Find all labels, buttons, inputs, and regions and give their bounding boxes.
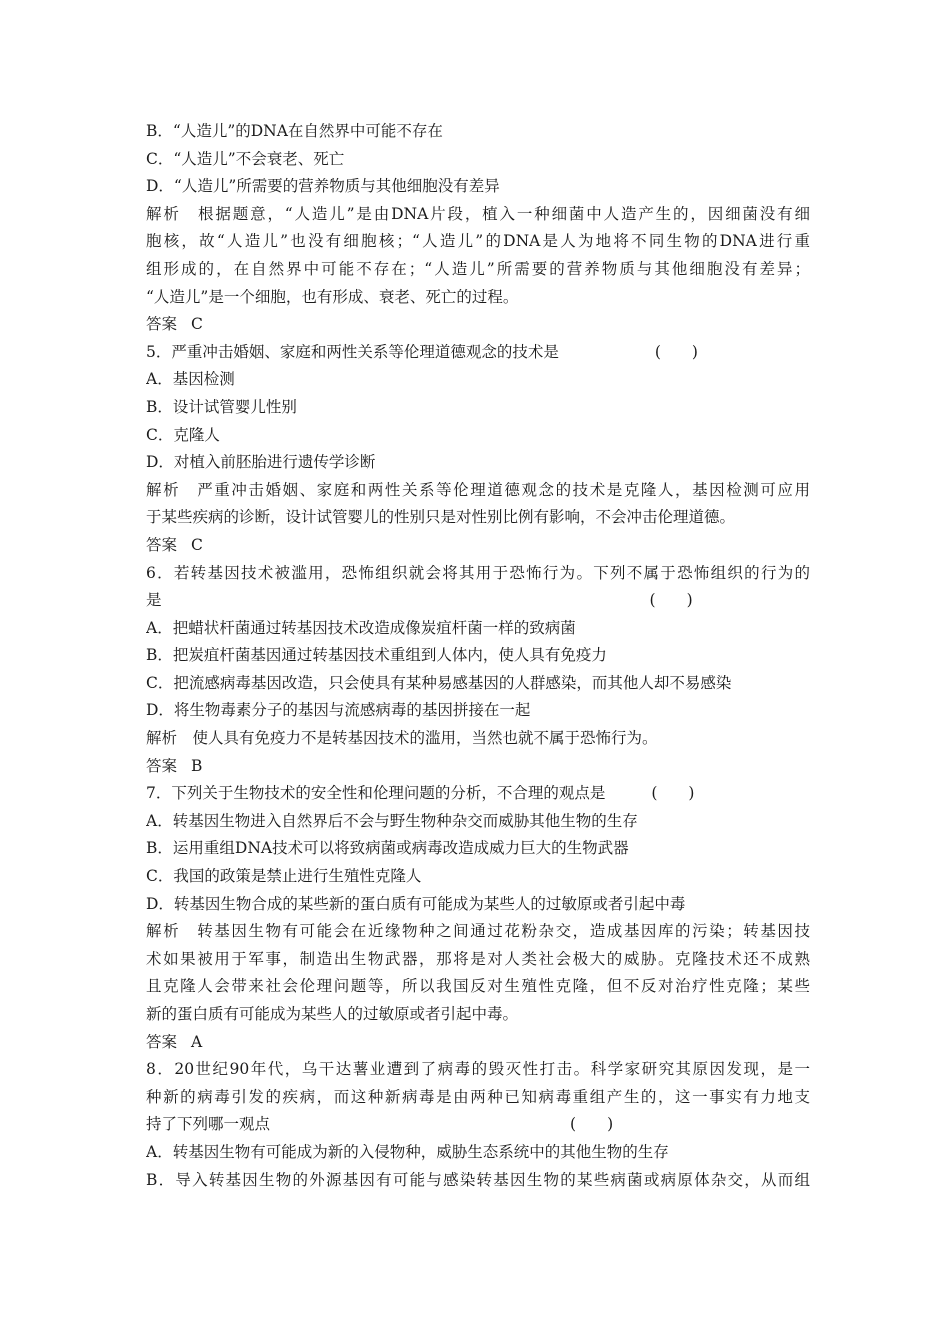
q6-stem-line: 6．若转基因技术被滥用，恐怖组织就会将其用于恐怖行为。下列不属于恐怖组织的行为的 — [146, 563, 810, 582]
q6-stem-line — [146, 587, 810, 615]
q7-option-d: D．转基因生物合成的某些新的蛋白质有可能成为某些人的过敏原或者引起中毒 — [146, 894, 686, 913]
q8-stem-line — [146, 1111, 810, 1139]
answer-label: 答案 — [146, 315, 178, 334]
q7-analysis-line: 新的蛋白质有可能成为某些人的过敏原或者引起中毒。 — [146, 1005, 519, 1023]
q8-stem-text: 持了下列哪一观点 — [146, 1115, 271, 1134]
answer-label: 答案 — [146, 756, 178, 775]
q4-option-b: B．“人造儿”的DNA在自然界中可能不存在 — [146, 122, 443, 140]
q6-answer — [146, 753, 810, 781]
q7-analysis-line: 解析 转基因生物有可能会在近缘物种之间通过花粉杂交，造成基因库的污染；转基因技 — [146, 922, 810, 941]
q5-analysis-line: 解析 严重冲击婚姻、家庭和两性关系等伦理道德观念的技术是克隆人，基因检测可应用 — [146, 480, 810, 499]
answer-value: C — [191, 535, 203, 554]
q4-analysis-line: “人造儿”是一个细胞，也有形成、衰老、死亡的过程。 — [146, 287, 519, 306]
q8-stem-line: 种新的病毒引发的疾病，而这种新病毒是由两种已知病毒重组产生的，这一事实有力地支 — [146, 1087, 810, 1106]
q6-option-b: B．把炭疽杆菌基因通过转基因技术重组到人体内，使人具有免疫力 — [146, 646, 607, 665]
q4-analysis-line: 胞核，故“人造儿”也没有细胞核；“人造儿”的DNA是人为地将不同生物的DNA进行重 — [146, 232, 810, 251]
q6-answer-paren: ( ) — [649, 591, 693, 610]
q7-analysis-line: 术如果被用于军事，制造出生物武器，那将是对人类社会极大的威胁。克隆技术还不成熟 — [146, 949, 810, 968]
q7-option-a: A．转基因生物进入自然界后不会与野生物种杂交而威胁其他生物的生存 — [146, 811, 638, 830]
q6-analysis-line: 解析 使人具有免疫力不是转基因技术的滥用，当然也就不属于恐怖行为。 — [146, 729, 658, 748]
q8-option-a: A．转基因生物有可能成为新的入侵物种，威胁生态系统中的其他生物的生存 — [146, 1142, 669, 1161]
q7-option-c: C．我国的政策是禁止进行生殖性克隆人 — [146, 867, 422, 886]
q6-option-c: C．把流感病毒基因改造，只会使具有某种易感基因的人群感染，而其他人却不易感染 — [146, 673, 732, 692]
q7-answer-paren: ( ) — [651, 784, 695, 803]
q5-stem-text: 5．严重冲击婚姻、家庭和两性关系等伦理道德观念的技术是 — [146, 342, 559, 361]
q5-option-a: A．基因检测 — [146, 370, 235, 389]
q4-analysis-line: 解析 根据题意，“人造儿”是由DNA片段，植入一种细菌中人造产生的，因细菌没有细 — [146, 204, 810, 223]
q6-option-a: A．把蜡状杆菌通过转基因技术改造成像炭疽杆菌一样的致病菌 — [146, 618, 576, 637]
answer-label: 答案 — [146, 535, 178, 554]
q7-analysis-line: 且克隆人会带来社会伦理问题等，所以我国反对生殖性克隆，但不反对治疗性克隆；某些 — [146, 977, 810, 996]
document-page — [146, 118, 810, 1194]
q5-option-d: D．对植入前胚胎进行遗传学诊断 — [146, 453, 376, 472]
q8-stem-line: 8．20世纪90年代，乌干达薯业遭到了病毒的毁灭性打击。科学家研究其原因发现，是一 — [146, 1060, 810, 1079]
q6-stem-text: 是 — [146, 591, 162, 610]
q5-option-c: C．克隆人 — [146, 425, 220, 444]
q4-analysis-line: 组形成的，在自然界中可能不存在；“人造儿”所需要的营养物质与其他细胞没有差异； — [146, 259, 810, 278]
q5-answer — [146, 532, 810, 560]
q4-option-d: D．“人造儿”所需要的营养物质与其他细胞没有差异 — [146, 177, 500, 196]
q4-answer — [146, 311, 810, 339]
q5-stem — [146, 339, 810, 367]
answer-label: 答案 — [146, 1032, 178, 1051]
answer-value: B — [191, 756, 203, 775]
q5-analysis-line: 于某些疾病的诊断，设计试管婴儿的性别只是对性别比例有影响，不会冲击伦理道德。 — [146, 508, 736, 527]
q7-option-b: B．运用重组DNA技术可以将致病菌或病毒改造成威力巨大的生物武器 — [146, 839, 629, 858]
q8-option-b: B．导入转基因生物的外源基因有可能与感染转基因生物的某些病菌或病原体杂交，从而组 — [146, 1170, 810, 1189]
answer-value: C — [191, 315, 203, 334]
q6-option-d: D．将生物毒素分子的基因与流感病毒的基因拼接在一起 — [146, 701, 531, 720]
q7-stem-text: 7．下列关于生物技术的安全性和伦理问题的分析，不合理的观点是 — [146, 784, 606, 803]
answer-value: A — [191, 1032, 203, 1051]
q7-stem — [146, 780, 810, 808]
q5-answer-paren: ( ) — [654, 342, 698, 361]
q8-answer-paren: ( ) — [570, 1115, 614, 1134]
q7-answer — [146, 1029, 810, 1057]
q5-option-b: B．设计试管婴儿性别 — [146, 397, 297, 416]
q4-option-c: C．“人造儿”不会衰老、死亡 — [146, 149, 345, 168]
